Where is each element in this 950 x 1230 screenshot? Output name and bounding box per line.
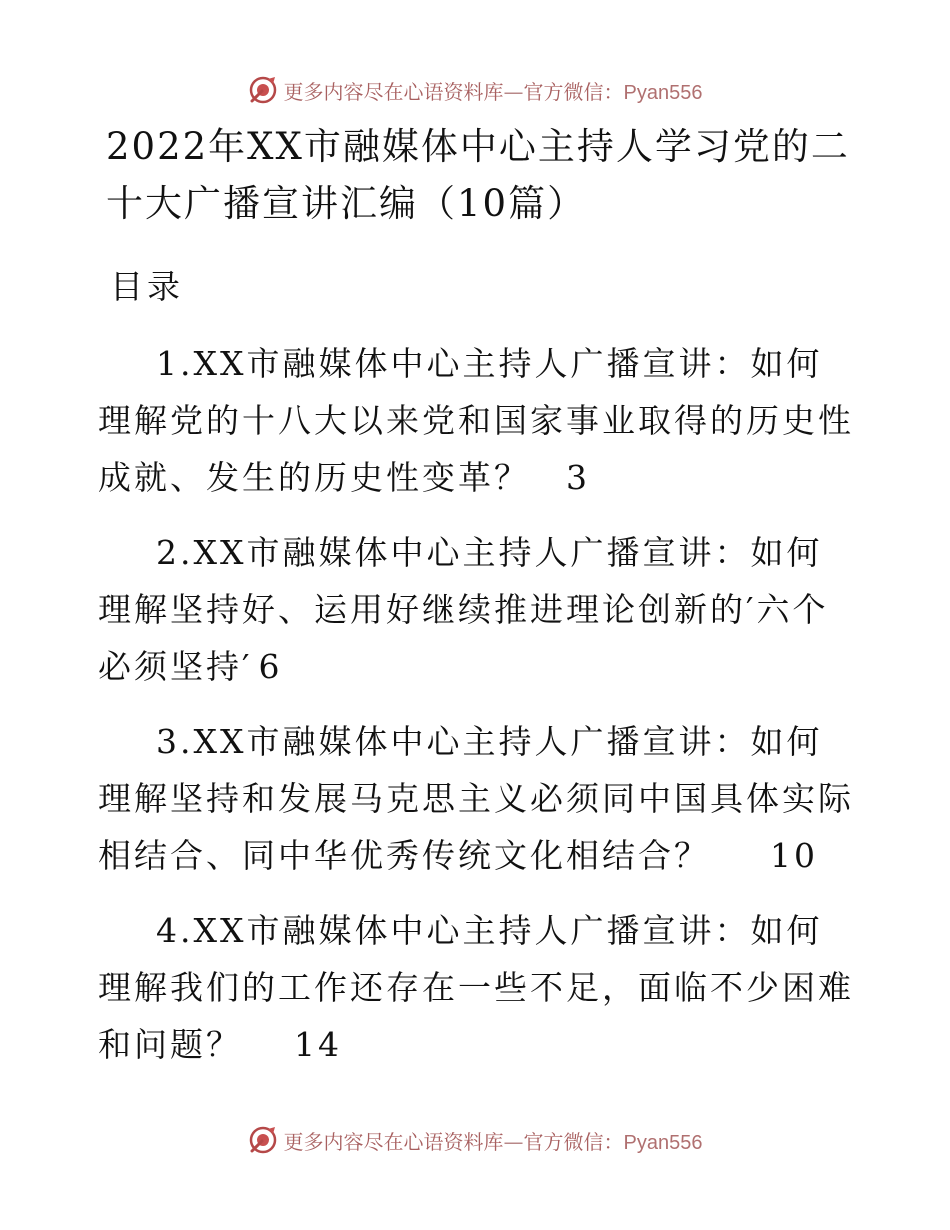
toc-item[interactable]: [98, 713, 858, 884]
banner-handle: Pyan556: [623, 1131, 703, 1154]
banner-label: 官方微信：: [523, 79, 624, 104]
toc-item-page: 14: [294, 1025, 342, 1064]
banner-text: 更多内容尽在心语资料库: [283, 1129, 504, 1154]
toc-heading: 目录: [110, 267, 184, 306]
toc-item[interactable]: [98, 902, 858, 1073]
pen-logo-icon: [248, 1125, 278, 1155]
banner-label: 官方微信：: [523, 1129, 624, 1154]
toc-item-text: 4.XX市融媒体中心主持人广播宣讲：如何理解我们的工作还存在一些不足，面临不少困难和问题？: [98, 911, 854, 1064]
document-title: 2022年XX市融媒体中心主持人学习党的二十大广播宣讲汇编（10篇）: [106, 125, 850, 225]
banner-dash: —: [503, 79, 524, 104]
toc-item-text: 3.XX市融媒体中心主持人广播宣讲：如何理解坚持和发展马克思主义必须同中国具体实际相结合、同中华优秀传统文化相结合？: [98, 722, 854, 875]
banner-text: 更多内容尽在心语资料库: [283, 79, 504, 104]
toc-item[interactable]: [98, 524, 858, 695]
banner-dash: —: [503, 1129, 524, 1154]
document-body: [98, 118, 858, 1091]
toc-item-page: 3: [566, 458, 590, 497]
toc-item-page: 6: [258, 647, 283, 686]
footer-watermark: [0, 1120, 950, 1160]
toc-item[interactable]: [98, 335, 858, 506]
header-watermark: [0, 70, 950, 110]
banner-handle: Pyan556: [623, 81, 703, 104]
toc-item-page: 10: [770, 836, 818, 875]
toc-item-text: 2.XX市融媒体中心主持人广播宣讲：如何理解坚持好、运用好继续推进理论创新的′六个必须坚持′: [98, 533, 829, 686]
pen-logo-icon: [248, 75, 278, 105]
toc-list: [98, 335, 858, 1073]
toc-item-text: 1.XX市融媒体中心主持人广播宣讲：如何理解党的十八大以来党和国家事业取得的历史性成就、发生的历史性变革？: [98, 344, 854, 497]
